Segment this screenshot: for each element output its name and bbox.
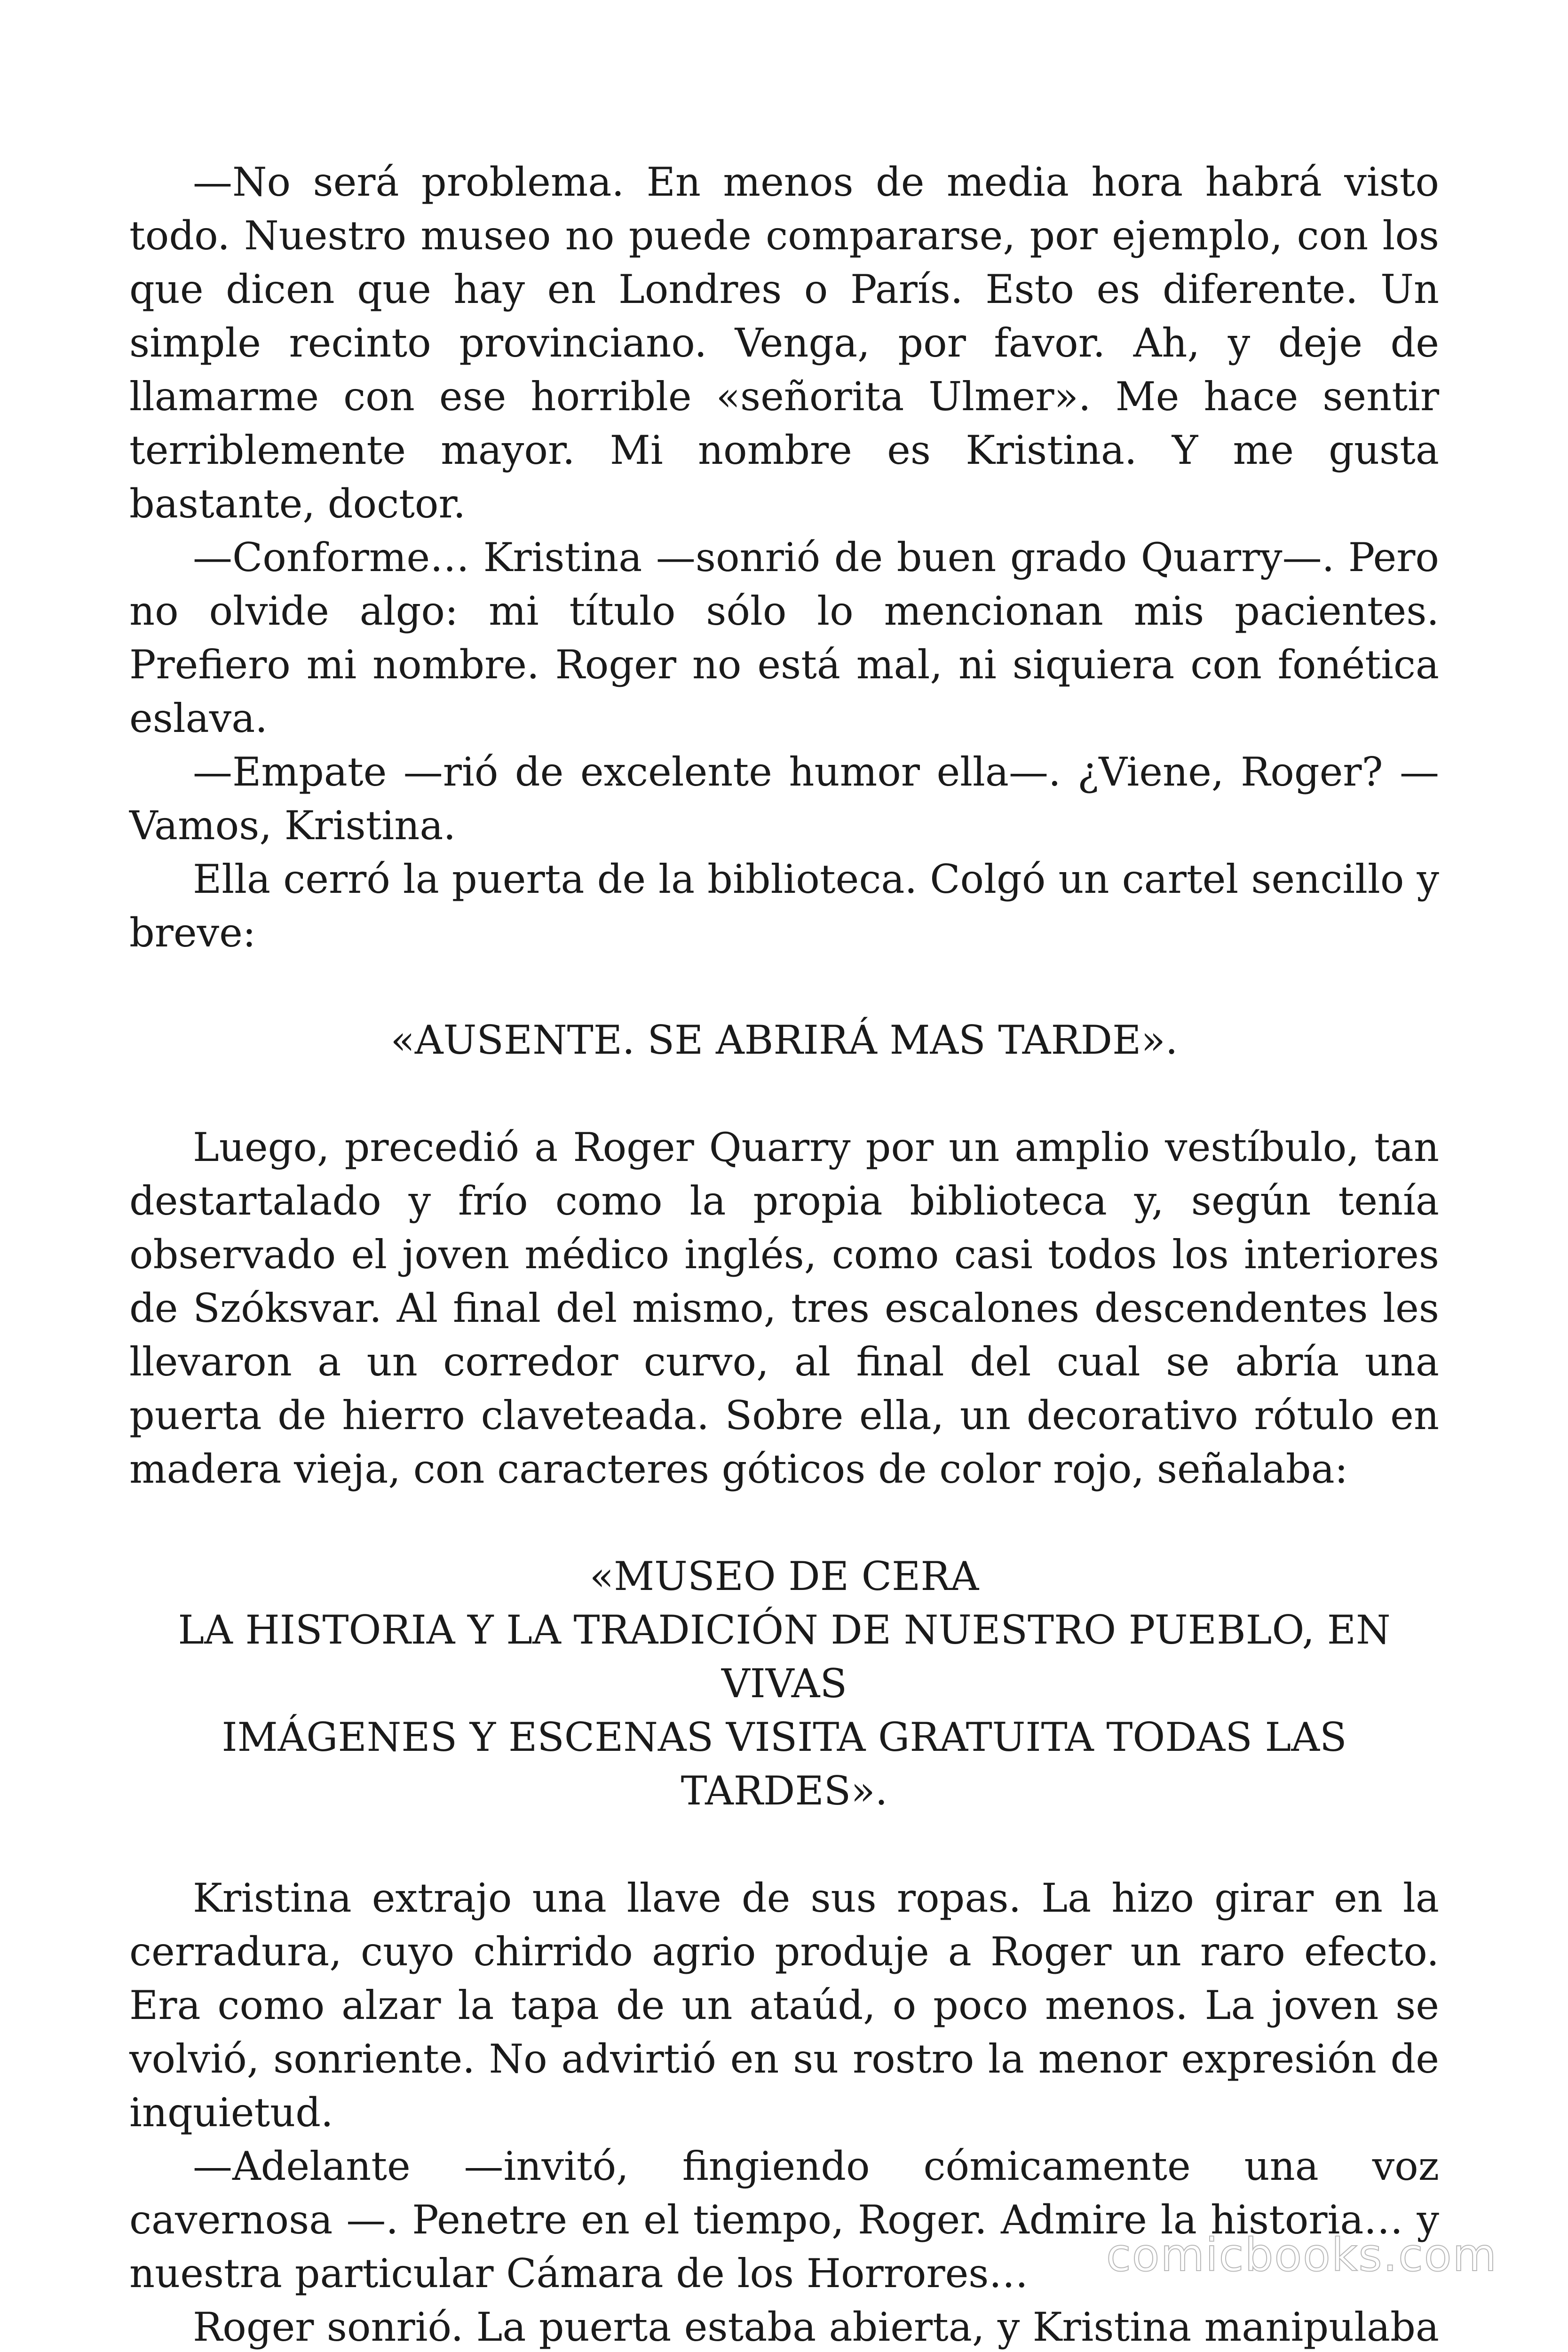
paragraph: —Conforme… Kristina —sonrió de buen grado Quarry—. Pero no olvide algo: mi título sólo lo mencionan mis pacientes. Prefiero mi nombre. Roger no está mal, ni siquiera con fonética eslava. bbox=[129, 534, 1439, 741]
page-body bbox=[129, 155, 1439, 2352]
sign-absent: «AUSENTE. SE ABRIRÁ MAS TARDE». bbox=[390, 1017, 1178, 1063]
sign-museum-line: IMÁGENES Y ESCENAS VISITA GRATUITA TODAS LAS TARDES». bbox=[222, 1714, 1347, 1814]
paragraph: Ella cerró la puerta de la biblioteca. Colgó un cartel sencillo y breve: bbox=[129, 856, 1439, 956]
paragraph: —No será problema. En menos de media hora habrá visto todo. Nuestro museo no puede compararse, por ejemplo, con los que dicen que hay en Londres o París. Esto es diferente. Un simple recinto provinciano. Venga, por favor. Ah, y deje de llamarme con ese horrible «señorita Ulmer». Me hace sentir terriblemente mayor. Mi nombre es Kristina. Y me gusta bastante, doctor. bbox=[129, 159, 1439, 527]
paragraph: —Adelante —invitó, fingiendo cómicamente una voz cavernosa —. Penetre en el tiempo, Roger. Admire la historia… y nuestra particular Cámara de los Horrores… bbox=[129, 2143, 1439, 2296]
sign-museum bbox=[129, 1549, 1439, 1818]
paragraph: Kristina extrajo una llave de sus ropas. La hizo girar en la cerradura, cuyo chirrido agrio produje a Roger un raro efecto. Era como alzar la tapa de un ataúd, o poco menos. La joven se volvió, sonriente. No advirtió en su rostro la menor expresión de inquietud. bbox=[129, 1875, 1439, 2136]
paragraph: —Empate —rió de excelente humor ella—. ¿Viene, Roger? —Vamos, Kristina. bbox=[129, 749, 1439, 849]
paragraph: Roger sonrió. La puerta estaba abierta, y Kristina manipulaba bbox=[193, 2304, 1439, 2350]
sign-museum-line: LA HISTORIA Y LA TRADICIÓN DE NUESTRO PUEBLO, EN VIVAS bbox=[178, 1607, 1391, 1707]
paragraph: Luego, precedió a Roger Quarry por un amplio vestíbulo, tan destartalado y frío como la propia biblioteca y, según tenía observado el joven médico inglés, como casi todos los interiores de Szóksvar. Al final del mismo, tres escalones descendentes les llevaron a un corredor curvo, al final del cual se abría una puerta de hierro claveteada. Sobre ella, un decorativo rótulo en madera vieja, con caracteres góticos de color rojo, señalaba: bbox=[129, 1124, 1439, 1492]
sign-museum-line: «MUSEO DE CERA bbox=[589, 1553, 979, 1599]
watermark: comicbooks.com bbox=[1106, 2229, 1497, 2281]
